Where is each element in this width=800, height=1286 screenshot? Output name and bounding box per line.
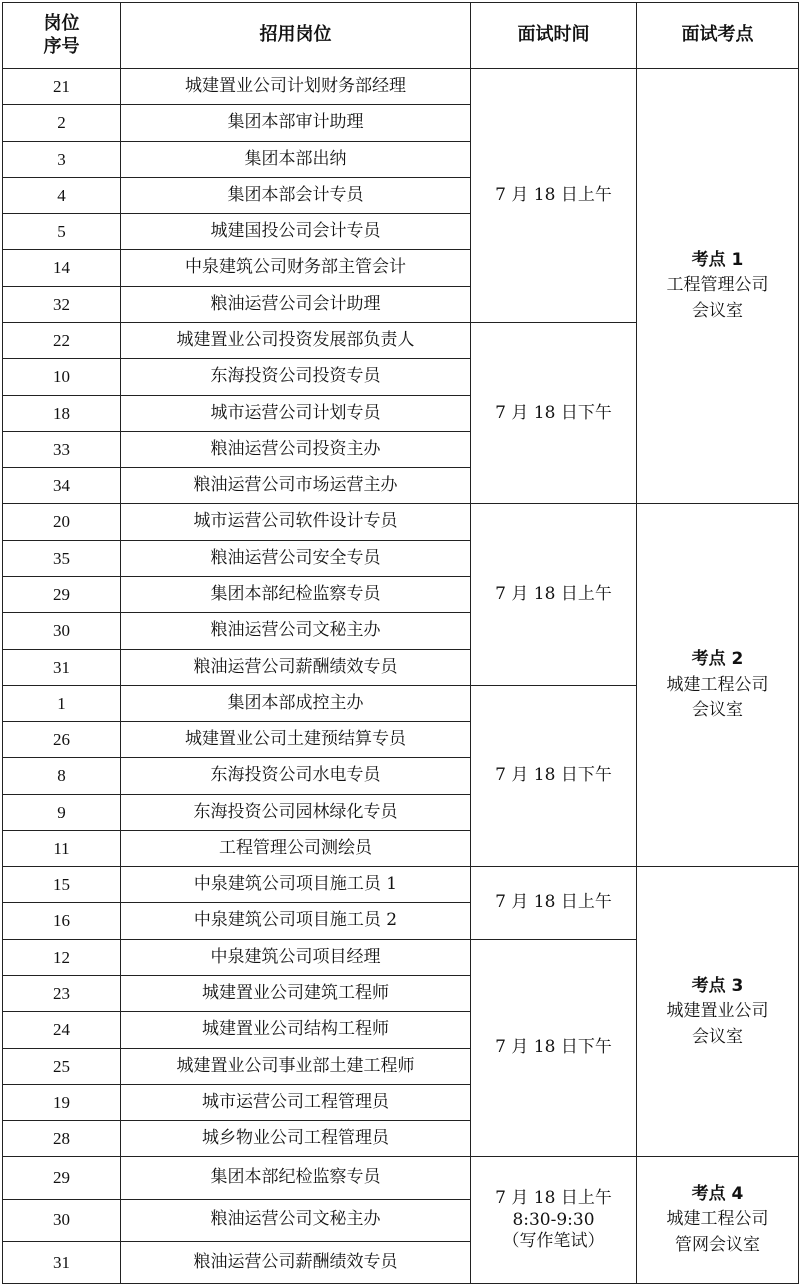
time-cell [471, 867, 637, 940]
time-text: 7 月 18 日上午 [495, 583, 612, 604]
venue-cell [637, 1157, 799, 1284]
seq-cell: 24 [3, 1012, 121, 1048]
position-cell: 粮油运营公司安全专员 [121, 540, 471, 576]
position-cell: 城市运营公司软件设计专员 [121, 504, 471, 540]
position-cell: 粮油运营公司文秘主办 [121, 613, 471, 649]
position-cell: 粮油运营公司文秘主办 [121, 1199, 471, 1241]
position-cell: 城市运营公司工程管理员 [121, 1084, 471, 1120]
time-text: 7 月 18 日下午 [495, 765, 612, 786]
header-seq-line2: 序号 [43, 35, 80, 57]
position-cell: 集团本部纪检监察专员 [121, 576, 471, 612]
table-row [3, 504, 799, 540]
time-cell [471, 685, 637, 866]
seq-cell: 15 [3, 867, 121, 903]
time-text: 7 月 18 日上午 [495, 1188, 612, 1209]
seq-cell: 4 [3, 177, 121, 213]
venue-room: 会议室 [692, 700, 743, 721]
header-seq-line1: 岗位 [43, 13, 80, 34]
venue-room: 管网会议室 [675, 1234, 760, 1255]
seq-cell: 29 [3, 576, 121, 612]
time-text: 7 月 18 日下午 [495, 1037, 612, 1058]
seq-cell: 20 [3, 504, 121, 540]
time-cell [471, 322, 637, 503]
venue-location: 城建工程公司 [666, 1209, 769, 1230]
position-cell: 城市运营公司计划专员 [121, 395, 471, 431]
venue-room: 会议室 [692, 1026, 743, 1047]
venue-name: 考点 4 [691, 1183, 744, 1204]
header-time: 面试时间 [471, 3, 637, 69]
venue-name: 考点 1 [691, 249, 744, 270]
position-cell: 粮油运营公司市场运营主办 [121, 468, 471, 504]
position-cell: 集团本部审计助理 [121, 105, 471, 141]
position-cell: 粮油运营公司薪酬绩效专员 [121, 649, 471, 685]
time-text: 7 月 18 日上午 [495, 892, 612, 913]
venue-room: 会议室 [692, 300, 743, 321]
venue-location: 城建置业公司 [666, 1001, 769, 1022]
seq-cell: 16 [3, 903, 121, 939]
table-header-row [3, 3, 799, 69]
seq-cell: 34 [3, 468, 121, 504]
header-venue: 面试考点 [637, 3, 799, 69]
table-row [3, 69, 799, 105]
venue-cell [637, 867, 799, 1157]
seq-cell: 3 [3, 141, 121, 177]
position-cell: 集团本部会计专员 [121, 177, 471, 213]
seq-cell: 2 [3, 105, 121, 141]
position-cell: 工程管理公司测绘员 [121, 830, 471, 866]
seq-cell: 10 [3, 359, 121, 395]
seq-cell: 31 [3, 649, 121, 685]
time-cell [471, 504, 637, 685]
seq-cell: 28 [3, 1121, 121, 1157]
seq-cell: 30 [3, 1199, 121, 1241]
table-row [3, 867, 799, 903]
position-cell: 城乡物业公司工程管理员 [121, 1121, 471, 1157]
seq-cell: 33 [3, 431, 121, 467]
time-note: （写作笔试） [502, 1230, 605, 1251]
time-range: 8:30-9:30 [512, 1209, 595, 1230]
seq-cell: 9 [3, 794, 121, 830]
position-cell: 集团本部出纳 [121, 141, 471, 177]
seq-cell: 31 [3, 1241, 121, 1283]
time-text: 7 月 18 日下午 [495, 402, 612, 423]
venue-cell [637, 504, 799, 867]
seq-cell: 32 [3, 286, 121, 322]
position-cell: 粮油运营公司投资主办 [121, 431, 471, 467]
seq-cell: 5 [3, 214, 121, 250]
seq-cell: 1 [3, 685, 121, 721]
position-cell: 城建置业公司事业部土建工程师 [121, 1048, 471, 1084]
seq-cell: 12 [3, 939, 121, 975]
seq-cell: 35 [3, 540, 121, 576]
seq-cell: 14 [3, 250, 121, 286]
position-cell: 城建置业公司投资发展部负责人 [121, 322, 471, 358]
position-cell: 粮油运营公司会计助理 [121, 286, 471, 322]
seq-cell: 29 [3, 1157, 121, 1199]
position-cell: 城建国投公司会计专员 [121, 214, 471, 250]
venue-cell [637, 69, 799, 504]
seq-cell: 11 [3, 830, 121, 866]
venue-location: 工程管理公司 [666, 275, 769, 296]
time-cell [471, 1157, 637, 1284]
seq-cell: 22 [3, 322, 121, 358]
seq-cell: 8 [3, 758, 121, 794]
position-cell: 粮油运营公司薪酬绩效专员 [121, 1241, 471, 1283]
table-row [3, 1157, 799, 1199]
position-cell: 集团本部纪检监察专员 [121, 1157, 471, 1199]
time-cell [471, 939, 637, 1157]
header-position: 招用岗位 [121, 3, 471, 69]
position-cell: 中泉建筑公司项目经理 [121, 939, 471, 975]
position-cell: 城建置业公司计划财务部经理 [121, 69, 471, 105]
position-cell: 城建置业公司结构工程师 [121, 1012, 471, 1048]
position-cell: 城建置业公司土建预结算专员 [121, 722, 471, 758]
venue-name: 考点 2 [691, 649, 744, 670]
header-seq [3, 3, 121, 69]
time-text: 7 月 18 日上午 [495, 184, 612, 205]
seq-cell: 23 [3, 976, 121, 1012]
time-cell [471, 69, 637, 323]
position-cell: 集团本部成控主办 [121, 685, 471, 721]
seq-cell: 21 [3, 69, 121, 105]
seq-cell: 19 [3, 1084, 121, 1120]
position-cell: 东海投资公司园林绿化专员 [121, 794, 471, 830]
venue-name: 考点 3 [691, 975, 744, 996]
seq-cell: 25 [3, 1048, 121, 1084]
position-cell: 东海投资公司投资专员 [121, 359, 471, 395]
interview-schedule-table [2, 2, 799, 1284]
position-cell: 中泉建筑公司项目施工员 1 [121, 867, 471, 903]
position-cell: 城建置业公司建筑工程师 [121, 976, 471, 1012]
position-cell: 中泉建筑公司项目施工员 2 [121, 903, 471, 939]
seq-cell: 18 [3, 395, 121, 431]
position-cell: 中泉建筑公司财务部主管会计 [121, 250, 471, 286]
venue-location: 城建工程公司 [666, 674, 769, 695]
seq-cell: 26 [3, 722, 121, 758]
seq-cell: 30 [3, 613, 121, 649]
position-cell: 东海投资公司水电专员 [121, 758, 471, 794]
